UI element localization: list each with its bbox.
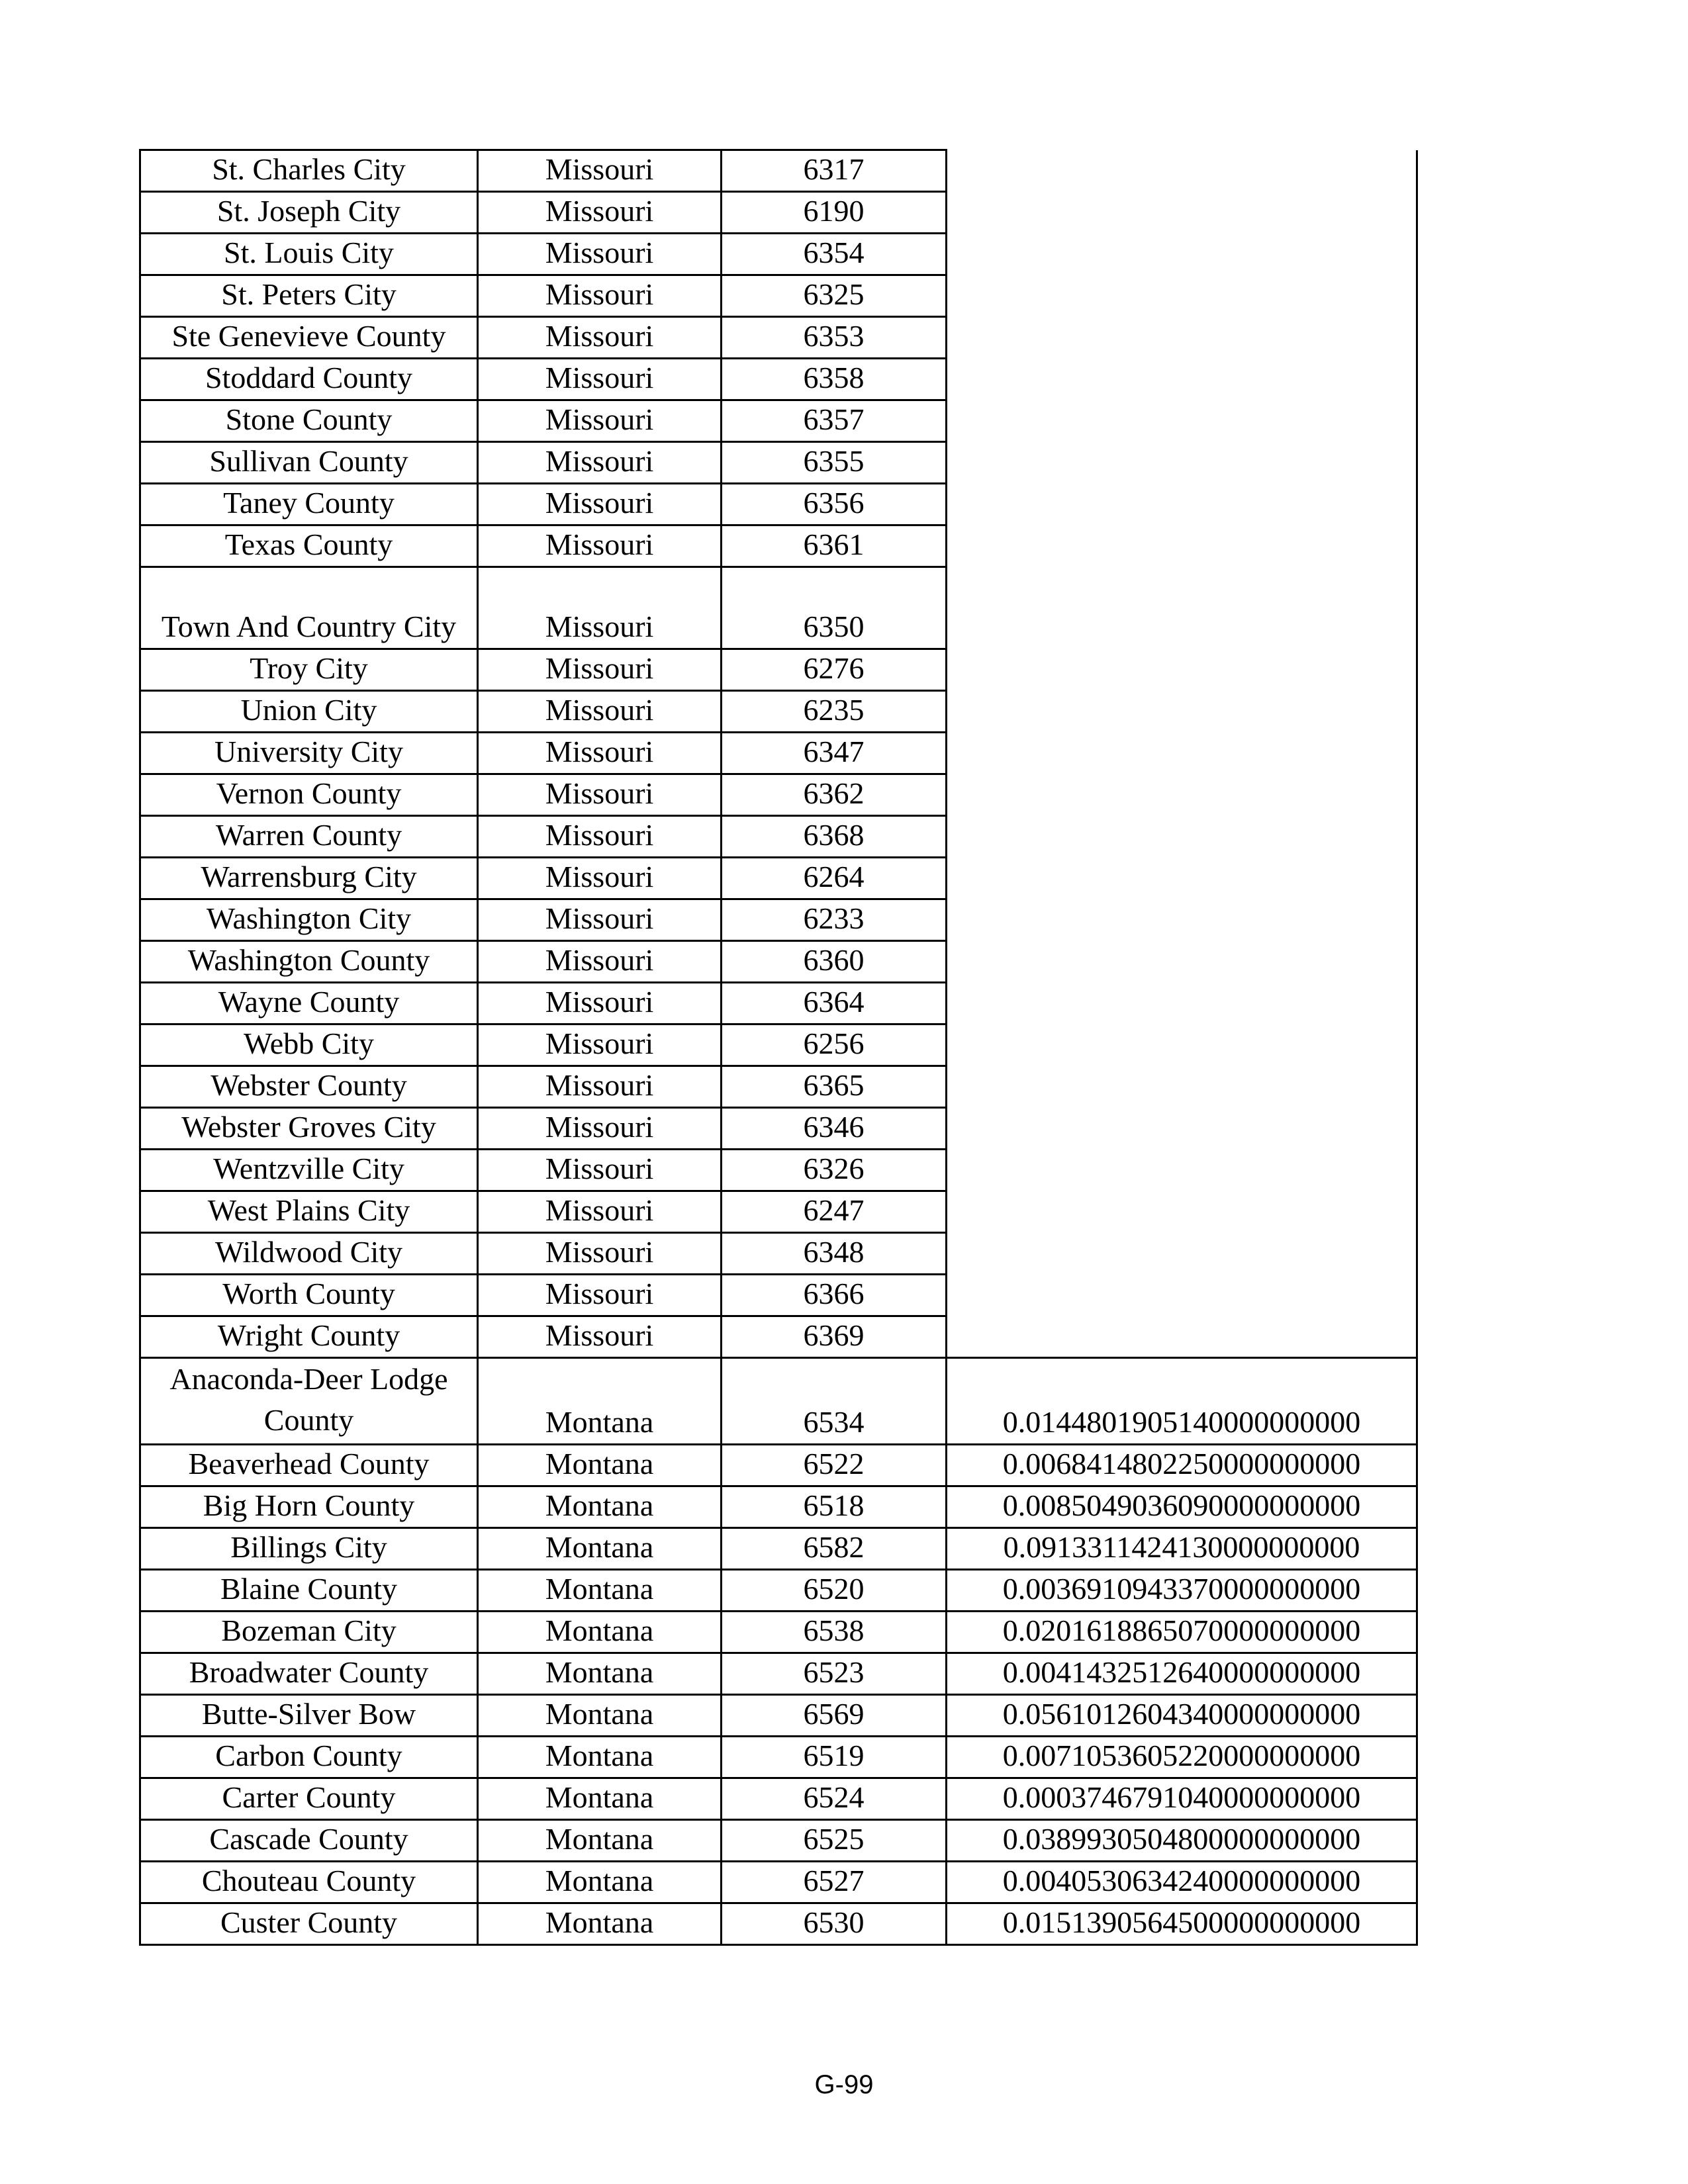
municipality-cell: Butte-Silver Bow xyxy=(140,1695,478,1737)
table-row xyxy=(140,1108,1417,1150)
state-cell: Montana xyxy=(478,1445,722,1486)
allocation-value-cell: 0.0071053605220000000000 xyxy=(947,1737,1417,1778)
allocation-table xyxy=(139,149,1418,1946)
municipality-cell: Union City xyxy=(140,691,478,733)
table-row xyxy=(140,649,1417,691)
state-cell: Montana xyxy=(478,1612,722,1653)
state-cell: Montana xyxy=(478,1903,722,1945)
allocation-value-cell xyxy=(947,234,1417,275)
code-cell: 6235 xyxy=(722,691,947,733)
municipality-cell: Webster County xyxy=(140,1066,478,1108)
table-row xyxy=(140,691,1417,733)
allocation-value-cell xyxy=(947,1150,1417,1191)
table-row xyxy=(140,317,1417,359)
allocation-value-cell xyxy=(947,691,1417,733)
municipality-cell: Warren County xyxy=(140,816,478,858)
municipality-cell: Webster Groves City xyxy=(140,1108,478,1150)
table-row xyxy=(140,1024,1417,1066)
code-cell: 6357 xyxy=(722,400,947,442)
state-cell: Montana xyxy=(478,1486,722,1528)
state-cell: Missouri xyxy=(478,150,722,192)
table-row xyxy=(140,1528,1417,1570)
table-row xyxy=(140,1862,1417,1903)
code-cell: 6325 xyxy=(722,275,947,317)
code-cell: 6524 xyxy=(722,1778,947,1820)
code-cell: 6582 xyxy=(722,1528,947,1570)
code-cell: 6356 xyxy=(722,484,947,525)
state-cell: Missouri xyxy=(478,858,722,899)
allocation-value-cell xyxy=(947,733,1417,774)
allocation-value-cell xyxy=(947,1191,1417,1233)
code-cell: 6364 xyxy=(722,983,947,1024)
state-cell: Montana xyxy=(478,1695,722,1737)
table-row xyxy=(140,1570,1417,1612)
table-row xyxy=(140,234,1417,275)
code-cell: 6523 xyxy=(722,1653,947,1695)
table-row xyxy=(140,858,1417,899)
code-cell: 6190 xyxy=(722,192,947,234)
state-cell: Missouri xyxy=(478,941,722,983)
municipality-cell: Washington City xyxy=(140,899,478,941)
municipality-cell: Webb City xyxy=(140,1024,478,1066)
code-cell: 6361 xyxy=(722,525,947,567)
table-row xyxy=(140,816,1417,858)
state-cell: Montana xyxy=(478,1570,722,1612)
state-cell: Missouri xyxy=(478,484,722,525)
municipality-cell: St. Charles City xyxy=(140,150,478,192)
municipality-cell: Bozeman City xyxy=(140,1612,478,1653)
table-row xyxy=(140,1737,1417,1778)
state-cell: Missouri xyxy=(478,317,722,359)
state-cell: Missouri xyxy=(478,275,722,317)
municipality-cell: Wright County xyxy=(140,1316,478,1358)
municipality-cell: Custer County xyxy=(140,1903,478,1945)
code-cell: 6326 xyxy=(722,1150,947,1191)
allocation-value-cell xyxy=(947,359,1417,400)
municipality-cell: Washington County xyxy=(140,941,478,983)
code-cell: 6369 xyxy=(722,1316,947,1358)
table-row xyxy=(140,150,1417,192)
allocation-value-cell xyxy=(947,484,1417,525)
municipality-cell: Broadwater County xyxy=(140,1653,478,1695)
allocation-value-cell xyxy=(947,400,1417,442)
state-cell: Missouri xyxy=(478,983,722,1024)
state-cell: Missouri xyxy=(478,192,722,234)
municipality-cell: Wentzville City xyxy=(140,1150,478,1191)
allocation-value-cell xyxy=(947,525,1417,567)
municipality-cell: Chouteau County xyxy=(140,1862,478,1903)
code-cell: 6233 xyxy=(722,899,947,941)
table-row xyxy=(140,1066,1417,1108)
state-cell: Montana xyxy=(478,1358,722,1445)
allocation-value-cell xyxy=(947,150,1417,192)
allocation-value-cell: 0.0068414802250000000000 xyxy=(947,1445,1417,1486)
allocation-value-cell: 0.0040530634240000000000 xyxy=(947,1862,1417,1903)
table-row xyxy=(140,983,1417,1024)
state-cell: Missouri xyxy=(478,691,722,733)
code-cell: 6527 xyxy=(722,1862,947,1903)
allocation-value-cell: 0.0561012604340000000000 xyxy=(947,1695,1417,1737)
table-row xyxy=(140,1820,1417,1862)
municipality-cell: Ste Genevieve County xyxy=(140,317,478,359)
municipality-cell: Anaconda-Deer Lodge County xyxy=(140,1358,478,1445)
allocation-value-cell xyxy=(947,275,1417,317)
municipality-cell: University City xyxy=(140,733,478,774)
state-cell: Montana xyxy=(478,1528,722,1570)
municipality-cell: West Plains City xyxy=(140,1191,478,1233)
table-row xyxy=(140,1445,1417,1486)
code-cell: 6534 xyxy=(722,1358,947,1445)
state-cell: Missouri xyxy=(478,525,722,567)
code-cell: 6368 xyxy=(722,816,947,858)
code-cell: 6353 xyxy=(722,317,947,359)
code-cell: 6346 xyxy=(722,1108,947,1150)
code-cell: 6525 xyxy=(722,1820,947,1862)
state-cell: Missouri xyxy=(478,733,722,774)
table-row xyxy=(140,400,1417,442)
code-cell: 6520 xyxy=(722,1570,947,1612)
code-cell: 6522 xyxy=(722,1445,947,1486)
table-row xyxy=(140,1778,1417,1820)
allocation-value-cell: 0.0144801905140000000000 xyxy=(947,1358,1417,1445)
allocation-value-cell xyxy=(947,1024,1417,1066)
state-cell: Missouri xyxy=(478,400,722,442)
municipality-cell: Troy City xyxy=(140,649,478,691)
table-row xyxy=(140,1316,1417,1358)
municipality-cell: Vernon County xyxy=(140,774,478,816)
code-cell: 6247 xyxy=(722,1191,947,1233)
table-row xyxy=(140,733,1417,774)
code-cell: 6350 xyxy=(722,567,947,649)
allocation-value-cell xyxy=(947,899,1417,941)
code-cell: 6360 xyxy=(722,941,947,983)
allocation-value-cell: 0.0036910943370000000000 xyxy=(947,1570,1417,1612)
municipality-cell: Big Horn County xyxy=(140,1486,478,1528)
state-cell: Missouri xyxy=(478,234,722,275)
table-row xyxy=(140,1233,1417,1275)
state-cell: Missouri xyxy=(478,1275,722,1316)
municipality-cell: Billings City xyxy=(140,1528,478,1570)
allocation-value-cell xyxy=(947,983,1417,1024)
municipality-cell: Beaverhead County xyxy=(140,1445,478,1486)
table-row xyxy=(140,1903,1417,1945)
code-cell: 6362 xyxy=(722,774,947,816)
table-row xyxy=(140,774,1417,816)
allocation-value-cell xyxy=(947,442,1417,484)
municipality-cell: St. Peters City xyxy=(140,275,478,317)
code-cell: 6354 xyxy=(722,234,947,275)
code-cell: 6276 xyxy=(722,649,947,691)
code-cell: 6355 xyxy=(722,442,947,484)
state-cell: Montana xyxy=(478,1653,722,1695)
municipality-cell: Carbon County xyxy=(140,1737,478,1778)
allocation-value-cell: 0.0389930504800000000000 xyxy=(947,1820,1417,1862)
allocation-value-cell xyxy=(947,317,1417,359)
state-cell: Missouri xyxy=(478,359,722,400)
allocation-value-cell xyxy=(947,567,1417,649)
allocation-value-cell: 0.0913311424130000000000 xyxy=(947,1528,1417,1570)
table-row xyxy=(140,1150,1417,1191)
municipality-cell: St. Louis City xyxy=(140,234,478,275)
table-row xyxy=(140,899,1417,941)
municipality-cell: St. Joseph City xyxy=(140,192,478,234)
allocation-value-cell: 0.0085049036090000000000 xyxy=(947,1486,1417,1528)
code-cell: 6256 xyxy=(722,1024,947,1066)
allocation-value-cell xyxy=(947,816,1417,858)
allocation-value-cell: 0.0041432512640000000000 xyxy=(947,1653,1417,1695)
code-cell: 6519 xyxy=(722,1737,947,1778)
state-cell: Missouri xyxy=(478,567,722,649)
state-cell: Missouri xyxy=(478,1066,722,1108)
municipality-cell: Stoddard County xyxy=(140,359,478,400)
municipality-cell: Blaine County xyxy=(140,1570,478,1612)
municipality-cell: Carter County xyxy=(140,1778,478,1820)
state-cell: Missouri xyxy=(478,1150,722,1191)
state-cell: Montana xyxy=(478,1737,722,1778)
table-row xyxy=(140,525,1417,567)
municipality-cell: Town And Country City xyxy=(140,567,478,649)
allocation-value-cell xyxy=(947,1233,1417,1275)
allocation-value-cell xyxy=(947,1108,1417,1150)
table-row xyxy=(140,1653,1417,1695)
allocation-value-cell xyxy=(947,1066,1417,1108)
code-cell: 6530 xyxy=(722,1903,947,1945)
municipality-cell: Warrensburg City xyxy=(140,858,478,899)
state-cell: Missouri xyxy=(478,899,722,941)
municipality-cell: Taney County xyxy=(140,484,478,525)
municipality-cell: Worth County xyxy=(140,1275,478,1316)
table-row xyxy=(140,1612,1417,1653)
allocation-value-cell: 0.0201618865070000000000 xyxy=(947,1612,1417,1653)
table-row xyxy=(140,1358,1417,1445)
code-cell: 6347 xyxy=(722,733,947,774)
municipality-cell: Texas County xyxy=(140,525,478,567)
table-row xyxy=(140,192,1417,234)
table-row xyxy=(140,1486,1417,1528)
page-number: G-99 xyxy=(814,2070,874,2099)
code-cell: 6264 xyxy=(722,858,947,899)
table-row xyxy=(140,1695,1417,1737)
allocation-value-cell xyxy=(947,1316,1417,1358)
table-row xyxy=(140,567,1417,649)
code-cell: 6317 xyxy=(722,150,947,192)
allocation-value-cell xyxy=(947,774,1417,816)
municipality-cell: Stone County xyxy=(140,400,478,442)
state-cell: Missouri xyxy=(478,1191,722,1233)
state-cell: Missouri xyxy=(478,816,722,858)
table-row xyxy=(140,484,1417,525)
allocation-value-cell: 0.0151390564500000000000 xyxy=(947,1903,1417,1945)
municipality-cell: Sullivan County xyxy=(140,442,478,484)
state-cell: Montana xyxy=(478,1862,722,1903)
code-cell: 6569 xyxy=(722,1695,947,1737)
code-cell: 6358 xyxy=(722,359,947,400)
allocation-value-cell xyxy=(947,192,1417,234)
table-row xyxy=(140,1275,1417,1316)
state-cell: Montana xyxy=(478,1820,722,1862)
state-cell: Montana xyxy=(478,1778,722,1820)
allocation-value-cell: 0.0003746791040000000000 xyxy=(947,1778,1417,1820)
table-row xyxy=(140,442,1417,484)
table-row xyxy=(140,275,1417,317)
state-cell: Missouri xyxy=(478,649,722,691)
code-cell: 6366 xyxy=(722,1275,947,1316)
allocation-value-cell xyxy=(947,941,1417,983)
state-cell: Missouri xyxy=(478,1108,722,1150)
code-cell: 6518 xyxy=(722,1486,947,1528)
allocation-value-cell xyxy=(947,649,1417,691)
state-cell: Missouri xyxy=(478,774,722,816)
code-cell: 6538 xyxy=(722,1612,947,1653)
table-row xyxy=(140,359,1417,400)
table-body xyxy=(140,150,1417,1945)
state-cell: Missouri xyxy=(478,442,722,484)
table-row xyxy=(140,1191,1417,1233)
municipality-cell: Cascade County xyxy=(140,1820,478,1862)
allocation-value-cell xyxy=(947,858,1417,899)
table-row xyxy=(140,941,1417,983)
municipality-cell: Wayne County xyxy=(140,983,478,1024)
code-cell: 6348 xyxy=(722,1233,947,1275)
code-cell: 6365 xyxy=(722,1066,947,1108)
allocation-value-cell xyxy=(947,1275,1417,1316)
state-cell: Missouri xyxy=(478,1316,722,1358)
municipality-cell: Wildwood City xyxy=(140,1233,478,1275)
state-cell: Missouri xyxy=(478,1024,722,1066)
state-cell: Missouri xyxy=(478,1233,722,1275)
